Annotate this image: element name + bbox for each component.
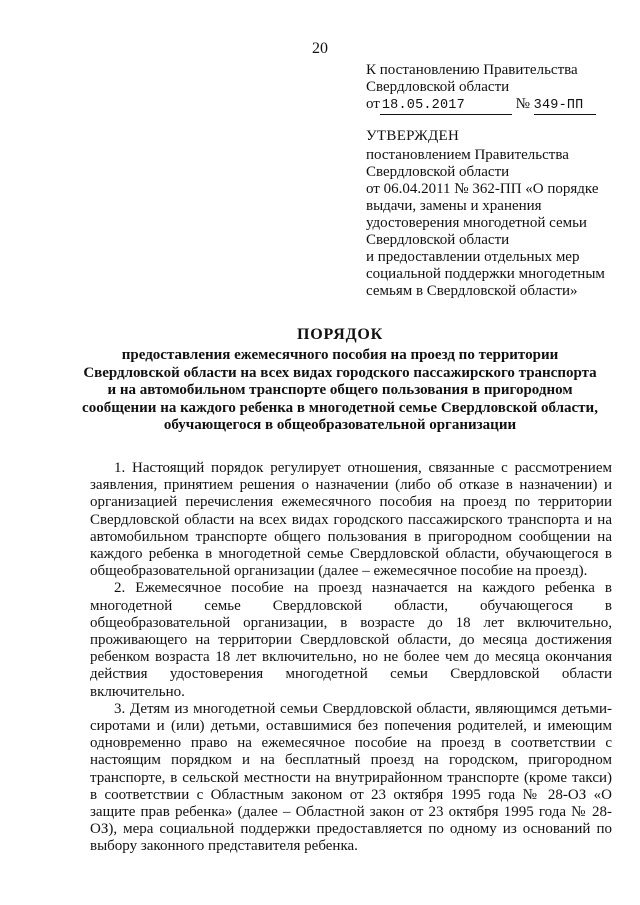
- approved-line: Свердловской области: [366, 164, 510, 180]
- document-subtitle: [60, 347, 620, 435]
- subtitle-line: обучающегося в общеобразовательной организации: [163, 417, 517, 433]
- approved-line: постановлением Правительства: [366, 147, 569, 163]
- approved-line: социальной поддержки многодетным: [366, 266, 605, 282]
- annex-from-prefix: от: [366, 96, 380, 112]
- document-body: [90, 460, 612, 856]
- approved-line: выдачи, замены и хранения: [366, 198, 542, 214]
- annex-date-number-line: [366, 96, 636, 115]
- approved-heading: УТВЕРЖДЕН: [366, 128, 460, 144]
- approved-line: и предоставлении отдельных мер: [366, 249, 580, 265]
- subtitle-line: Свердловской области на всех видах городского пассажирского транспорта: [83, 364, 597, 381]
- subtitle-line: сообщении на каждого ребенка в многодетной семье Свердловской области,: [82, 399, 598, 416]
- annex-line-1: К постановлению Правительства: [366, 62, 578, 78]
- paragraph-1: 1. Настоящий порядок регулирует отношения, связанные с рассмотрением заявления, принятием решения о назначении (либо об отказе в назначении) и организацией перечисления ежемесячного пособия на проезд по территории Свердловской области на всех видах городского пассажирского транспорта и на автомобильном транспорте общего пользования в пригородном сообщении на каждого ребенка в многодетной семье Свердловской области, обучающегося в общеобразовательной организации (далее – ежемесячное пособие на проезд).: [90, 460, 612, 580]
- subtitle-line: и на автомобильном транспорте общего пользования в пригородном: [107, 382, 573, 398]
- page-number: 20: [312, 40, 328, 57]
- document-title: ПОРЯДОК: [296, 326, 384, 343]
- approved-line: удостоверения многодетной семьи: [366, 215, 587, 231]
- annex-line-2: Свердловской области: [366, 79, 510, 95]
- annex-number: 349-ПП: [534, 97, 596, 115]
- approved-line: Свердловской области: [366, 232, 510, 248]
- approved-block: [366, 128, 636, 300]
- approved-line: от 06.04.2011 № 362-ПП «О порядке: [366, 181, 599, 197]
- annex-date: 18.05.2017: [380, 97, 512, 115]
- annex-block: [366, 62, 636, 115]
- paragraph-2: 2. Ежемесячное пособие на проезд назначается на каждого ребенка в многодетной семье Свердловской области, обучающегося в общеобразовательной организации, в возрасте до 18 лет включительно, проживающего на территории Свердловской области, до месяца достижения ребенком возраста 18 лет включительно, но не более чем до месяца окончания действия удостоверения многодетной семьи Свердловской области включительно.: [90, 580, 612, 700]
- subtitle-line: предоставления ежемесячного пособия на проезд по территории: [121, 347, 559, 363]
- paragraph-3: 3. Детям из многодетной семьи Свердловской области, являющимся детьми-сиротами и (или) детьми, оставшимися без попечения родителей, и имеющим одновременно право на ежемесячное пособие на проезд в соответствии с настоящим порядком и на бесплатный проезд на городском, пригородном транспорте, в сельской местности на внутрирайонном транспорте (кроме такси) в соответствии с Областным законом от 23 октября 1995 года № 28-ОЗ «О защите прав ребенка» (далее – Областной закон от 23 октября 1995 года № 28-ОЗ), мера социальной поддержки предоставляется по одному из оснований по выбору законного представителя ребенка.: [90, 700, 612, 855]
- annex-number-prefix: №: [515, 96, 530, 112]
- approved-line: семьям в Свердловской области»: [366, 283, 578, 299]
